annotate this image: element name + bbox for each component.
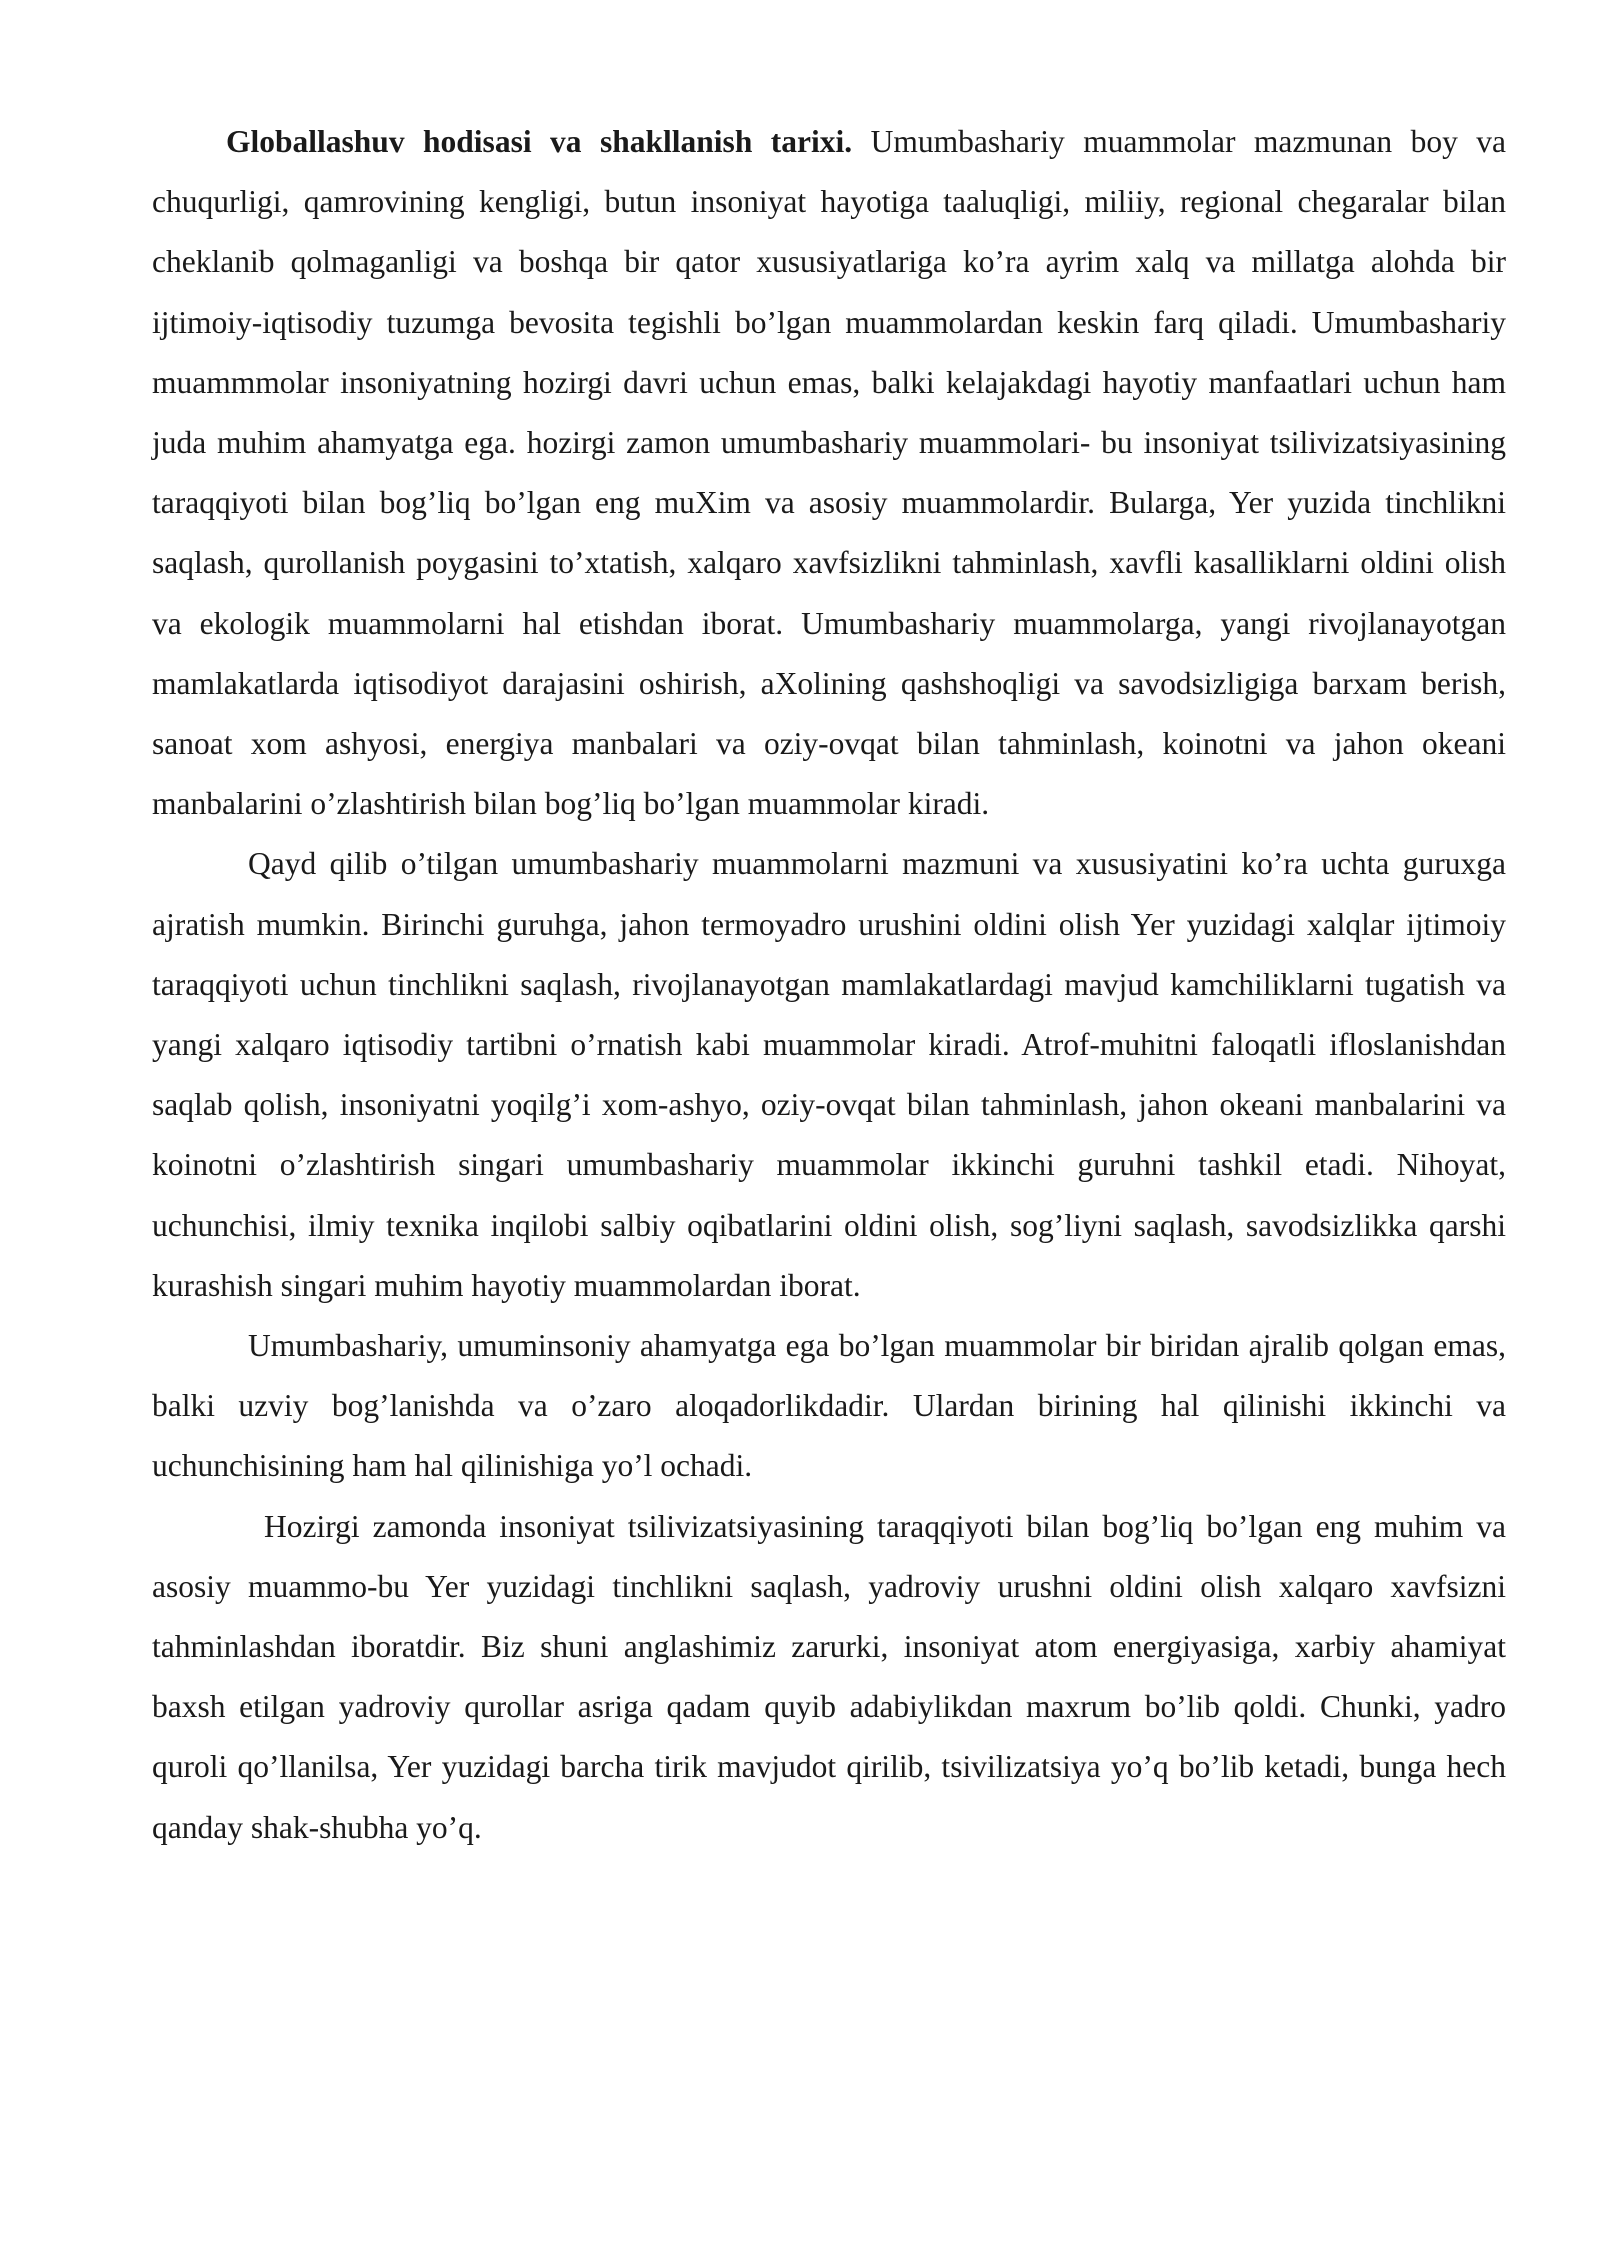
paragraph-3: Umumbashariy, umuminsoniy ahamyatga ega bo’lgan muammolar bir biridan ajralib qolgan emas, balki uzviy bog’lanishda va o’zaro aloqadorlikdadir. Ulardan birining hal qilinishi ikkinchi va uchunchisining ham hal qilinishiga yo’l ochadi. — [152, 1328, 1506, 1484]
paragraph-1 — [152, 112, 1506, 834]
paragraph-4: Hozirgi zamonda insoniyat tsilivizatsiyasining taraqqiyoti bilan bog’liq bo’lgan eng muhim va asosiy muammo-bu Yer yuzidagi tinchlikni saqlash, yadroviy urushni oldini olish xalqaro xavfsizni tahminlashdan iboratdir. Biz shuni anglashimiz zarurki, insoniyat atom energiyasiga, xarbiy ahamiyat baxsh etilgan yadroviy qurollar asriga qadam quyib adabiylikdan maxrum bo’lib qoldi. Chunki, yadro quroli qo’llanilsa, Yer yuzidagi barcha tirik mavjudot qirilib, tsivilizatsiya yo’q bo’lib ketadi, bunga hech qanday shak-shubha yo’q. — [152, 1508, 1506, 1845]
document-page — [152, 112, 1506, 1858]
paragraph-2: Qayd qilib o’tilgan umumbashariy muammolarni mazmuni va xususiyatini ko’ra uchta guruxga ajratish mumkin. Birinchi guruhga, jahon termoyadro urushini oldini olish Yer yuzidagi xalqlar ijtimoiy taraqqiyoti uchun tinchlikni saqlash, rivojlanayotgan mamlakatlardagi mavjud kamchiliklarni tugatish va yangi xalqaro iqtisodiy tartibni o’rnatish kabi muammolar kiradi. Atrof-muhitni faloqatli ifloslanishdan saqlab qolish, insoniyatni yoqilg’i xom-ashyo, oziy-ovqat bilan tahminlash, jahon okeani manbalarini va koinotni o’zlashtirish singari umumbashariy muammolar ikkinchi guruhni tashkil etadi. Nihoyat, uchunchisi, ilmiy texnika inqilobi salbiy oqibatlarini oldini olish, sog’liyni saqlash, savodsizlikka qarshi kurashish singari muhim hayotiy muammolardan iborat. — [152, 846, 1506, 1303]
paragraph-1-text: Umumbashariy muammolar mazmunan boy va chuqurligi, qamrovining kengligi, butun insoniyat hayotiga taaluqligi, miliiy, regional chegaralar bilan cheklanib qolmaganligi va boshqa bir qator xususiyatlariga ko’ra ayrim xalq va millatga alohda bir ijtimoiy-iqtisodiy tuzumga bevosita tegishli bo’lgan muammolardan keskin farq qiladi. Umumbashariy muammmolar insoniyatning hozirgi davri uchun emas, balki kelajakdagi hayotiy manfaatlari uchun ham juda muhim ahamyatga ega. hozirgi zamon umumbashariy muammolari- bu insoniyat tsilivizatsiyasining taraqqiyoti bilan bog’liq bo’lgan eng muXim va asosiy muammolardir. Bularga, Yer yuzida tinchlikni saqlash, qurollanish poygasini to’xtatish, xalqaro xavfsizlikni tahminlash, xavfli kasalliklarni oldini olish va ekologik muammolarni hal etishdan iborat. Umumbashariy muammolarga, yangi rivojlanayotgan mamlakatlarda iqtisodiyot darajasini oshirish, aXolining qashshoqligi va savodsizligiga barxam berish, sanoat xom ashyosi, energiya manbalari va oziy-ovqat bilan tahminlash, koinotni va jahon okeani manbalarini o’zlashtirish bilan bog’liq bo’lgan muammolar kiradi. — [152, 124, 1506, 822]
section-heading: Globallashuv hodisasi va shakllanish tarixi. — [226, 124, 853, 159]
